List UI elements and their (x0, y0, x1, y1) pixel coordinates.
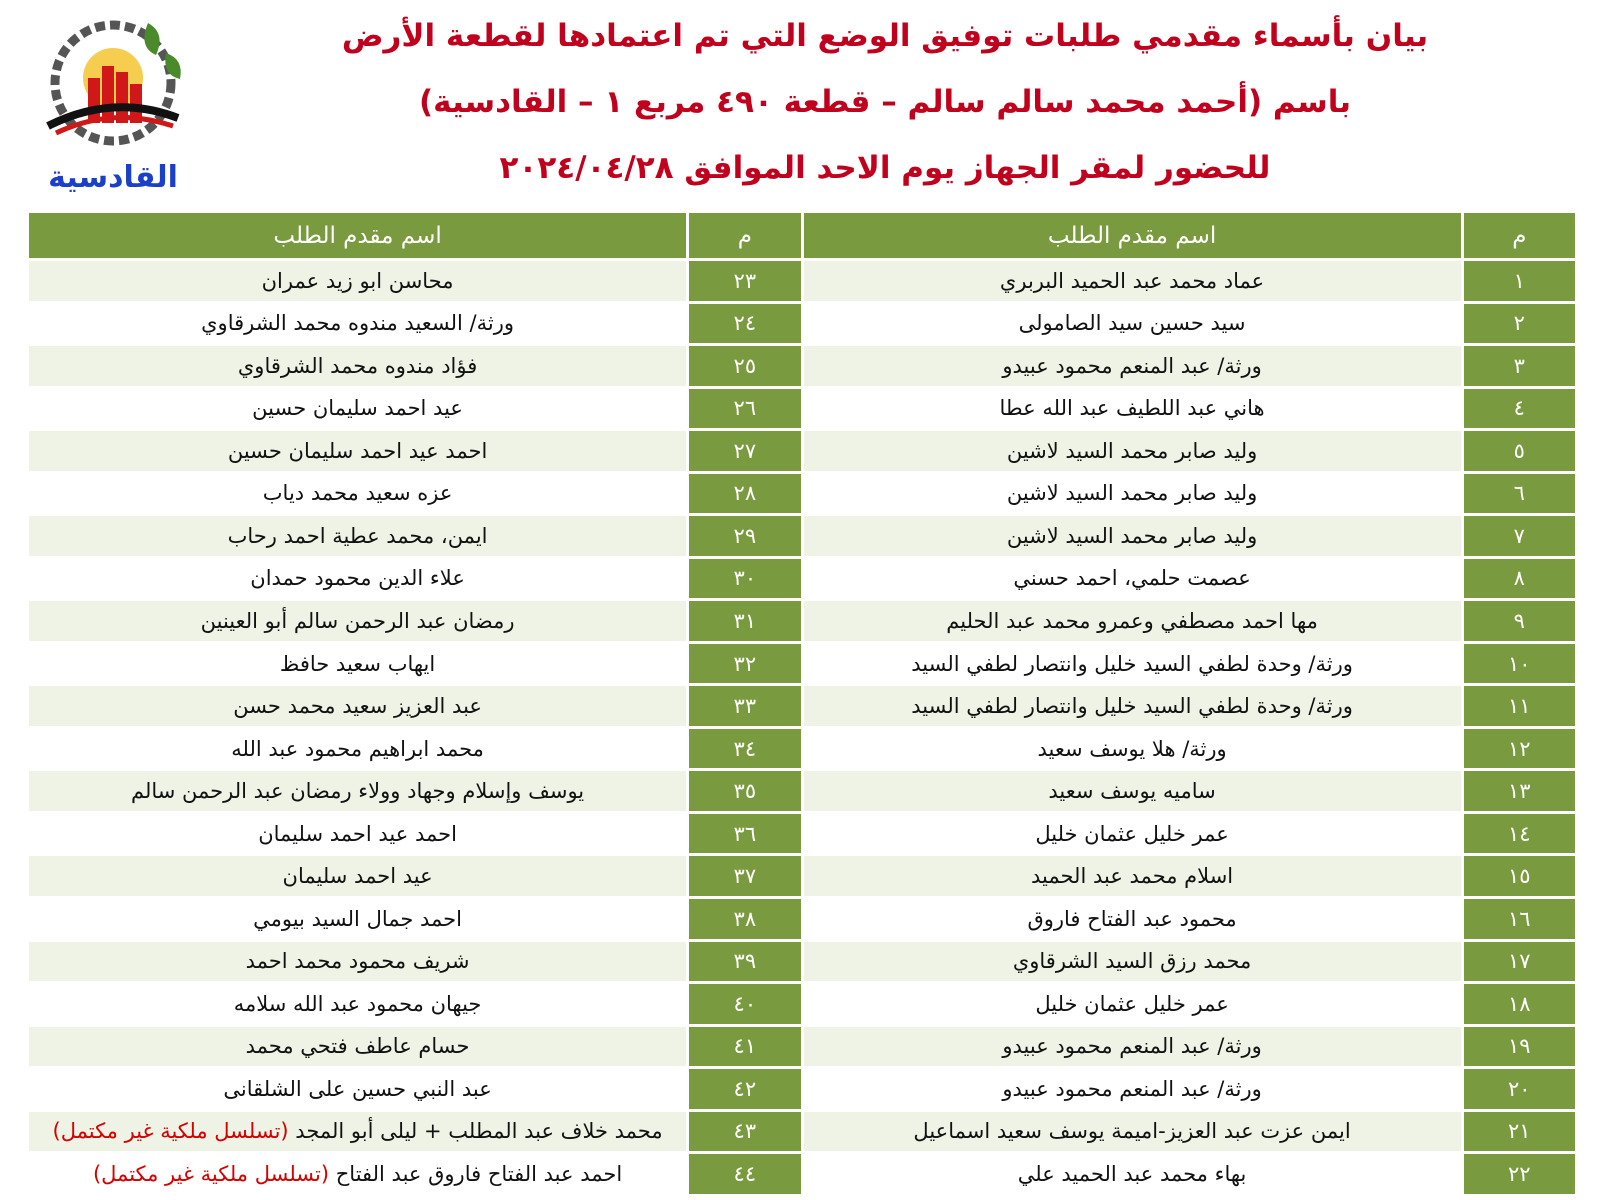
applicant-name (29, 601, 686, 641)
table-row (29, 644, 1575, 684)
table-row (29, 431, 1575, 471)
row-number: ٤٣ (689, 1112, 800, 1152)
table-row (29, 261, 1575, 301)
applicant-name (29, 389, 686, 429)
table-row (29, 1069, 1575, 1109)
row-number: ١٩ (1464, 1027, 1575, 1067)
row-number: ١٣ (1464, 771, 1575, 811)
applicant-name: ورثة/ وحدة لطفي السيد خليل وانتصار لطفي السيد (804, 644, 1461, 684)
applicant-name: ساميه يوسف سعيد (804, 771, 1461, 811)
applicant-name-text: محمد ابراهيم محمود عبد الله (231, 736, 484, 761)
applicant-name: سيد حسين سيد الصامولى (804, 304, 1461, 344)
row-number: ٣٠ (689, 559, 800, 599)
row-number: ٤١ (689, 1027, 800, 1067)
row-number: ٣٥ (689, 771, 800, 811)
applicant-name-text: فؤاد مندوه محمد الشرقاوي (237, 353, 478, 378)
table-body (29, 261, 1575, 1194)
row-number: ١٧ (1464, 942, 1575, 982)
table-row (29, 856, 1575, 896)
row-number: ٣٤ (689, 729, 800, 769)
row-number: ١٠ (1464, 644, 1575, 684)
applicant-name-text: ايمن، محمد عطية احمد رحاب (227, 523, 488, 548)
table-row (29, 516, 1575, 556)
applicant-name: ايمن عزت عبد العزيز-اميمة يوسف سعيد اسماعيل (804, 1112, 1461, 1152)
applicant-name (29, 516, 686, 556)
applicant-name: وليد صابر محمد السيد لاشين (804, 474, 1461, 514)
ownership-note: (تسلسل ملكية غير مكتمل) (52, 1119, 289, 1144)
row-number: ٧ (1464, 516, 1575, 556)
row-number: ١٨ (1464, 984, 1575, 1024)
applicant-name (29, 686, 686, 726)
table-row (29, 686, 1575, 726)
applicant-name-text: عزه سعيد محمد دياب (262, 481, 453, 506)
row-number: ١٢ (1464, 729, 1575, 769)
applicant-name-text: عيد احمد سليمان حسين (252, 396, 463, 421)
applicant-name: ورثة/ عبد المنعم محمود عبيدو (804, 346, 1461, 386)
row-number: ٢٣ (689, 261, 800, 301)
applicant-name: هاني عبد اللطيف عبد الله عطا (804, 389, 1461, 429)
row-number: ٣٣ (689, 686, 800, 726)
applicant-name: وليد صابر محمد السيد لاشين (804, 431, 1461, 471)
row-number: ٢٤ (689, 304, 800, 344)
applicant-name-text: احمد عيد احمد سليمان حسين (227, 438, 488, 463)
applicant-name: بهاء محمد عبد الحميد علي (804, 1154, 1461, 1194)
applicant-name: ورثة/ عبد المنعم محمود عبيدو (804, 1069, 1461, 1109)
row-number: ٦ (1464, 474, 1575, 514)
row-number: ٢٠ (1464, 1069, 1575, 1109)
row-number: ٣٦ (689, 814, 800, 854)
logo (38, 8, 188, 198)
row-number: ٣٢ (689, 644, 800, 684)
table-row (29, 601, 1575, 641)
row-number: ٣٩ (689, 942, 800, 982)
row-number: ٢٨ (689, 474, 800, 514)
row-number: ١٤ (1464, 814, 1575, 854)
applicant-name: عماد محمد عبد الحميد البربري (804, 261, 1461, 301)
applicant-name-text: عبد العزيز سعيد محمد حسن (233, 694, 482, 719)
header-name-2: اسم مقدم الطلب (29, 213, 686, 258)
applicant-name (29, 1069, 686, 1109)
row-number: ٣٨ (689, 899, 800, 939)
applicant-name (29, 856, 686, 896)
table-row (29, 1112, 1575, 1152)
applicant-name: عمر خليل عثمان خليل (804, 814, 1461, 854)
header-num-1: م (1464, 213, 1575, 258)
applicant-name-text: عبد النبي حسين على الشلقانى (223, 1076, 492, 1101)
applicant-name (29, 899, 686, 939)
row-number: ١٥ (1464, 856, 1575, 896)
applicant-name-text: حسام عاطف فتحي محمد (245, 1034, 470, 1059)
table-row (29, 559, 1575, 599)
applicant-name-text: علاء الدين محمود حمدان (250, 566, 465, 591)
table-row (29, 304, 1575, 344)
applicant-name-text: احمد جمال السيد بيومي (253, 906, 463, 931)
applicant-name (29, 729, 686, 769)
applicant-name: وليد صابر محمد السيد لاشين (804, 516, 1461, 556)
applicant-name (29, 644, 686, 684)
row-number: ٤٤ (689, 1154, 800, 1194)
row-number: ٢٩ (689, 516, 800, 556)
applicant-name-text: احمد عيد احمد سليمان (258, 821, 457, 846)
header-name-1: اسم مقدم الطلب (804, 213, 1461, 258)
table-header-row (29, 213, 1575, 258)
applicant-name (29, 261, 686, 301)
city-logo-icon (38, 8, 188, 168)
applicant-name-text: شريف محمود محمد احمد (245, 949, 470, 974)
logo-text: القادسية (48, 160, 178, 195)
row-number: ٣١ (689, 601, 800, 641)
applicant-name-text: محاسن ابو زيد عمران (261, 268, 454, 293)
applicant-name (29, 1027, 686, 1067)
row-number: ٤٢ (689, 1069, 800, 1109)
row-number: ٢١ (1464, 1112, 1575, 1152)
table-row (29, 474, 1575, 514)
row-number: ٥ (1464, 431, 1575, 471)
row-number: ٢٦ (689, 389, 800, 429)
applicant-name: اسلام محمد عبد الحميد (804, 856, 1461, 896)
applicant-name-text: محمد خلاف عبد المطلب + ليلى أبو المجد (288, 1119, 663, 1144)
row-number: ١ (1464, 261, 1575, 301)
table-row (29, 942, 1575, 982)
applicant-name-text: جيهان محمود عبد الله سلامه (233, 991, 482, 1016)
applicant-name: عصمت حلمي، احمد حسني (804, 559, 1461, 599)
applicant-name (29, 984, 686, 1024)
applicant-name (29, 304, 686, 344)
applicant-name (29, 559, 686, 599)
applicant-name-text: رمضان عبد الرحمن سالم أبو العينين (200, 609, 515, 634)
header-line-2: باسم (أحمد محمد سالم سالم – قطعة ٤٩٠ مربع ١ – القادسية) (418, 84, 1352, 120)
table-row (29, 1027, 1575, 1067)
applicant-name: ورثة/ وحدة لطفي السيد خليل وانتصار لطفي السيد (804, 686, 1461, 726)
applicant-name (29, 431, 686, 471)
row-number: ٩ (1464, 601, 1575, 641)
applicant-name-text: ايهاب سعيد حافظ (279, 651, 436, 676)
applicant-name-text: يوسف وإسلام وجهاد وولاء رمضان عبد الرحمن سالم (130, 779, 585, 804)
applicants-table (26, 210, 1578, 1197)
row-number: ٢٢ (1464, 1154, 1575, 1194)
applicant-name-text: احمد عبد الفتاح فاروق عبد الفتاح (329, 1162, 623, 1187)
applicant-name: ورثة/ هلا يوسف سعيد (804, 729, 1461, 769)
applicant-name (29, 474, 686, 514)
table-row (29, 771, 1575, 811)
table-row (29, 899, 1575, 939)
row-number: ١٦ (1464, 899, 1575, 939)
row-number: ٤٠ (689, 984, 800, 1024)
table-row (29, 1154, 1575, 1194)
ownership-note: (تسلسل ملكية غير مكتمل) (92, 1162, 330, 1187)
applicant-name (29, 1112, 686, 1152)
applicant-name (29, 942, 686, 982)
row-number: ٣ (1464, 346, 1575, 386)
applicant-name (29, 1154, 686, 1194)
applicant-name-text: عيد احمد سليمان (282, 864, 433, 889)
applicant-name: عمر خليل عثمان خليل (804, 984, 1461, 1024)
table-row (29, 814, 1575, 854)
applicant-name (29, 346, 686, 386)
row-number: ٢٧ (689, 431, 800, 471)
applicant-name-text: ورثة/ السعيد مندوه محمد الشرقاوي (201, 311, 515, 336)
table-row (29, 389, 1575, 429)
applicant-name: ورثة/ عبد المنعم محمود عبيدو (804, 1027, 1461, 1067)
row-number: ٢ (1464, 304, 1575, 344)
row-number: ٢٥ (689, 346, 800, 386)
row-number: ١١ (1464, 686, 1575, 726)
header-line-1: بيان بأسماء مقدمي طلبات توفيق الوضع التي تم اعتمادها لقطعة الأرض (341, 18, 1429, 54)
table-row (29, 984, 1575, 1024)
applicant-name: محمد رزق السيد الشرقاوي (804, 942, 1461, 982)
row-number: ٤ (1464, 389, 1575, 429)
table-row (29, 346, 1575, 386)
applicant-name: مها احمد مصطفي وعمرو محمد عبد الحليم (804, 601, 1461, 641)
applicant-name (29, 771, 686, 811)
table-row (29, 729, 1575, 769)
row-number: ٨ (1464, 559, 1575, 599)
row-number: ٣٧ (689, 856, 800, 896)
header-line-3: للحضور لمقر الجهاز يوم الاحد الموافق ٢٠٢٤/٠٤/٢٨ (499, 150, 1271, 186)
applicant-name: محمود عبد الفتاح فاروق (804, 899, 1461, 939)
applicant-name (29, 814, 686, 854)
header-num-2: م (689, 213, 800, 258)
